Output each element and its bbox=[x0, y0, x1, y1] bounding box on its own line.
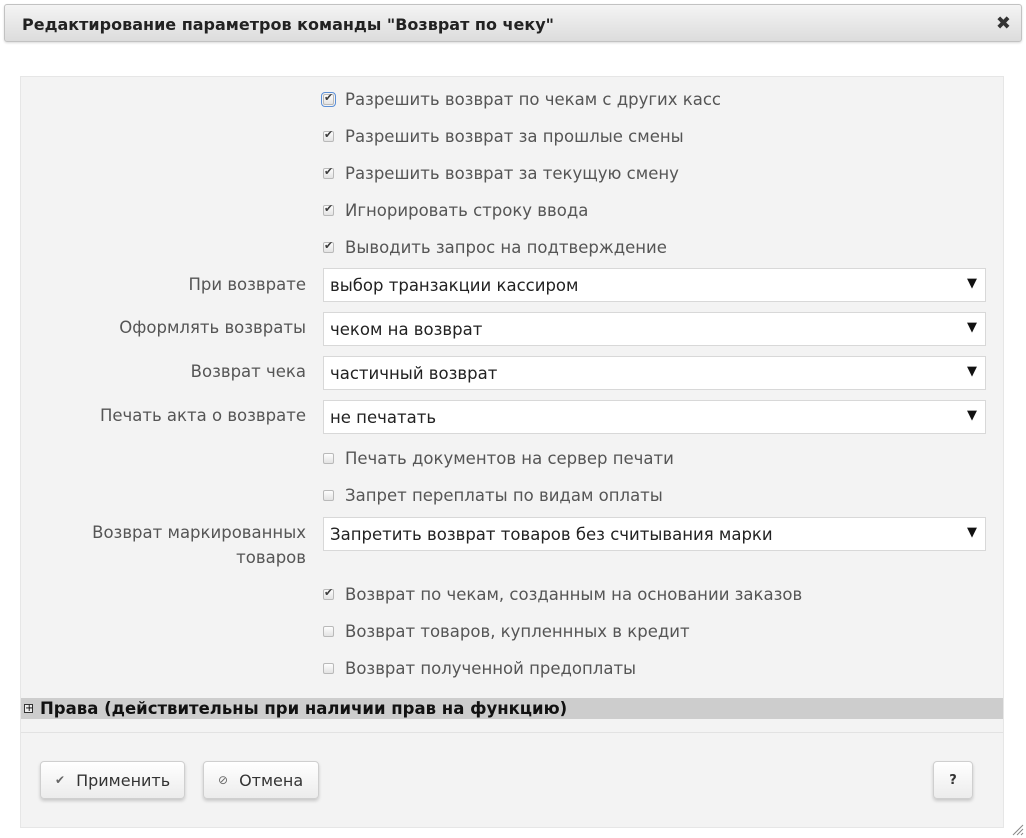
checkbox-box[interactable] bbox=[323, 589, 334, 600]
checkmark-icon: ✔ bbox=[55, 773, 66, 787]
field-label-marked-goods bbox=[92, 520, 306, 570]
rights-section-header[interactable] bbox=[21, 698, 1003, 719]
dropdown-arrow-icon: ▼ bbox=[967, 408, 977, 423]
select-value: чеком на возврат bbox=[330, 319, 483, 339]
dialog-titlebar bbox=[4, 4, 1022, 42]
checkbox-allow-past-shifts[interactable] bbox=[323, 125, 684, 147]
checkbox-box[interactable] bbox=[323, 663, 334, 674]
apply-button[interactable] bbox=[40, 761, 185, 799]
dropdown-arrow-icon: ▼ bbox=[967, 276, 977, 291]
checkbox-allow-current-shift[interactable] bbox=[323, 162, 679, 184]
checkbox-ignore-input-line[interactable] bbox=[323, 199, 588, 221]
checkbox-label: Печать документов на сервер печати bbox=[345, 448, 674, 468]
cancel-button[interactable] bbox=[203, 761, 319, 799]
checkbox-confirm-prompt[interactable] bbox=[323, 236, 667, 258]
select-value: Запретить возврат товаров без считывания марки bbox=[330, 524, 773, 544]
checkbox-box[interactable] bbox=[323, 626, 334, 637]
dropdown-arrow-icon: ▼ bbox=[967, 320, 977, 335]
field-label-receipt-return: Возврат чека bbox=[190, 362, 306, 381]
checkbox-return-credit-goods[interactable] bbox=[323, 620, 690, 642]
checkbox-forbid-overpayment[interactable] bbox=[323, 484, 663, 506]
resize-grip-icon[interactable] bbox=[1010, 822, 1024, 836]
checkbox-label: Разрешить возврат за текущую смену bbox=[345, 163, 679, 183]
cancel-icon: ⊘ bbox=[218, 773, 229, 787]
field-label-print-act: Печать акта о возврате bbox=[99, 406, 306, 425]
field-label-on-return: При возврате bbox=[188, 275, 306, 294]
checkbox-label: Возврат товаров, купленнных в кредит bbox=[345, 621, 690, 641]
footer-divider bbox=[21, 732, 1003, 733]
checkbox-label: Возврат полученной предоплаты bbox=[345, 658, 637, 678]
help-button-label: ? bbox=[949, 772, 957, 788]
checkbox-box[interactable] bbox=[323, 94, 334, 105]
checkbox-return-prepayment[interactable] bbox=[323, 657, 636, 679]
apply-button-label: Применить bbox=[76, 770, 171, 790]
help-button[interactable] bbox=[933, 761, 973, 799]
checkbox-allow-other-registers[interactable] bbox=[323, 88, 721, 110]
close-icon[interactable]: ✖ bbox=[995, 13, 1011, 34]
checkbox-label: Запрет переплаты по видам оплаты bbox=[345, 485, 663, 505]
checkbox-box[interactable] bbox=[323, 453, 334, 464]
checkbox-label: Игнорировать строку ввода bbox=[345, 200, 589, 220]
field-label-line: товаров bbox=[236, 548, 306, 567]
select-receipt-return[interactable] bbox=[323, 356, 986, 390]
select-issue-returns[interactable] bbox=[323, 312, 986, 346]
field-label-line: Возврат маркированных bbox=[92, 523, 306, 542]
dialog-title: Редактирование параметров команды "Возврат по чеку" bbox=[22, 15, 554, 34]
expand-plus-icon[interactable]: + bbox=[25, 703, 34, 714]
select-marked-goods[interactable] bbox=[323, 517, 986, 551]
settings-panel bbox=[20, 76, 1004, 828]
select-on-return[interactable] bbox=[323, 268, 986, 302]
cancel-button-label: Отмена bbox=[239, 770, 304, 790]
select-value: частичный возврат bbox=[330, 363, 498, 383]
checkbox-label: Выводить запрос на подтверждение bbox=[345, 237, 667, 257]
field-label-issue-returns: Оформлять возвраты bbox=[119, 318, 306, 337]
checkbox-return-order-receipts[interactable] bbox=[323, 583, 802, 605]
checkbox-box[interactable] bbox=[323, 131, 334, 142]
checkbox-box[interactable] bbox=[323, 168, 334, 179]
checkbox-label: Возврат по чекам, созданным на основании заказов bbox=[345, 584, 803, 604]
select-value: выбор транзакции кассиром bbox=[330, 275, 579, 295]
select-value: не печатать bbox=[330, 407, 437, 427]
dropdown-arrow-icon: ▼ bbox=[967, 525, 977, 540]
rights-section-label: Права (действительны при наличии прав на функцию) bbox=[40, 699, 568, 718]
checkbox-box[interactable] bbox=[323, 205, 334, 216]
checkbox-box[interactable] bbox=[323, 490, 334, 501]
checkbox-box[interactable] bbox=[323, 242, 334, 253]
checkbox-label: Разрешить возврат по чекам с других касс bbox=[345, 89, 722, 109]
checkbox-print-server[interactable] bbox=[323, 447, 674, 469]
checkbox-label: Разрешить возврат за прошлые смены bbox=[345, 126, 684, 146]
dropdown-arrow-icon: ▼ bbox=[967, 364, 977, 379]
select-print-act[interactable] bbox=[323, 400, 986, 434]
